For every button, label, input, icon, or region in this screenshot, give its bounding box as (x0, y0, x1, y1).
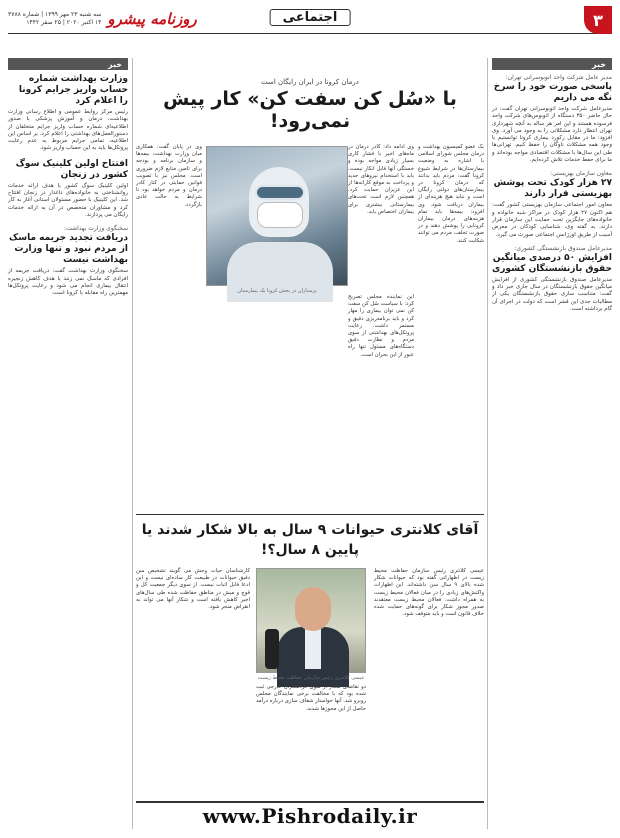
news-kicker: مدیر عامل شرکت واحد اتوبوسرانی تهران: (505, 74, 612, 81)
news-body: معاون امور اجتماعی سازمان بهزیستی کشور گفت: هم اکنون ۲۷ هزار کودک در مراکز شبه خانواده و خانواده‌های جایگزین تحت حمایت این سازمان قرار دارند. به گفته وی، شناسایی کودکان در معرض آسیب از طریق اورژانس اجتماعی صورت می گیرد. (492, 202, 612, 238)
news-item (492, 74, 612, 164)
column-divider (487, 58, 488, 829)
photo-shirt (305, 629, 321, 669)
news-item (492, 170, 612, 238)
news-body: سخنگوی وزارت بهداشت گفت: دریافت جریمه از افرادی که ماسک نمی زنند با هدف کاهش زنجیره انتقال بیماری انجام می شود و رعایت پروتکل‌ها مهمترین راه مقابله با کرونا است. (8, 268, 128, 297)
main-story-col: این نماینده مجلس تصریح کرد: با سیاست سُل کن سفت کن نمی توان بیماری را مهار کرد و باید برنامه‌ریزی دقیق و مستمر داشت. رعایت پروتکل‌های بهداشتی از سوی مردم و نظارت دقیق دستگاه‌های مسئول تنها راه عبور از این بحران است. (348, 294, 414, 358)
main-area (136, 58, 484, 829)
column-divider (132, 58, 133, 829)
right-column-bar: خبر (492, 58, 612, 70)
news-body: مدیرعامل شرکت واحد اتوبوسرانی تهران گفت: در حال حاضر ۳۵۰ دستگاه از اتوبوس‌های شرکت واحد فرسوده هستند و این امر هر ساله به آنچه شهرداری تهران انتظار دارد مشکلاتی را به وجود می آورد. وی افزود: ما در مقابل رکورد بیماری کرونا توانستیم با وجود همه مشکلات ناوگان را حفظ کنیم. تهرانی‌ها طی این سال‌ها با مشکلات اقتصادی مواجه بوده‌اند و ما برای حفظ خدمات تلاش کرده‌ایم. (492, 106, 612, 164)
website-url[interactable]: www.Pishrodaily.ir (202, 804, 418, 828)
right-column (492, 58, 612, 829)
issue-meta-line2: ۱۴ اکتبر ۲۰۲۰ | ۲۵ صفر ۱۴۴۲ (26, 19, 102, 26)
kalantari-photo[interactable] (256, 568, 366, 673)
second-story-col: دو تقاضای شکار از سوی گردشگران خارجی ثبت شده بود که با مخالفت برخی نمایندگان مجلس روبرو شد. آنها خواستار شفاف سازی درباره درآمد حاصل از این مجوزها شدند. (256, 684, 366, 712)
left-column (8, 58, 128, 829)
news-headline[interactable]: افتتاح اولین کلینیک سوگ کشور در زنجان (15, 158, 128, 180)
main-story-col: یک عضو کمیسیون بهداشت و درمان مجلس شورای اسلامی با اشاره به وضعیت بیمارستان‌ها در شرایط شیوع کرونا گفت: مردم باید بدانند که درمان کرونا در بیمارستان‌های دولتی رایگان است و نباید هیچ هزینه‌ای از بیماران دریافت شود. وی افزود: بیمه‌ها باید تمام هزینه‌های درمان بیماران کرونایی را پوشش دهند و در صورت تخلف، مردم می توانند شکایت کنند. (418, 144, 484, 244)
photo-caption: عیسی کلانتری رئیس سازمان حفاظت محیط زیست (257, 675, 365, 681)
main-story-col: وی ادامه داد: کادر درمان در ماه‌های اخیر با فشار کاری بسیار زیادی مواجه بوده و خستگی آنها قابل انکار نیست. باید با استخدام نیروهای جدید و پرداخت به موقع کارانه‌ها از این عزیزان حمایت کرد. همچنین لازم است تخت‌های بیمارستانی بیشتری برای بیماران اختصاص یابد. (348, 144, 414, 215)
news-body: مدیرعامل صندوق بازنشستگی کشوری از افزایش میانگین حقوق بازنشستگان در سال جاری خبر داد و گفت: متناسب سازی حقوق بازنشستگان یکی از مطالبات جدی این قشر است که دولت در اجرای آن گام برداشته است. (492, 276, 612, 313)
news-headline[interactable]: ۲۷ هزار کودک تحت پوشش بهزیستی قرار دارند (493, 178, 612, 200)
issue-meta (8, 11, 101, 27)
news-item (492, 245, 612, 313)
photo-face (295, 587, 331, 631)
logo-text: روزنامه پیشرو (107, 10, 197, 28)
photo-caption: پرستاران در بخش کرونا یک بیمارستان (237, 288, 317, 294)
photo-goggles (255, 185, 305, 200)
news-headline[interactable]: پاسخی صورت خود را سرخ نگه می داریم (493, 82, 612, 103)
left-column-bar: خبر (8, 58, 128, 70)
news-kicker: سخنگوی وزارت بهداشت: (64, 225, 128, 233)
news-item (8, 225, 128, 297)
second-story-headline[interactable]: آقای کلانتری حیوانات ۹ سال به بالا شکار شدند یا پایین ۸ سال؟! (141, 522, 479, 558)
story-divider (136, 514, 484, 515)
section-title: اجتماعی (270, 9, 351, 26)
second-story-col: عیسی کلانتری رئیس سازمان حفاظت محیط زیست در اظهاراتی گفته بود که حیوانات شکار شده بالای ۹ سال سن داشته‌اند. این اظهارات واکنش‌های زیادی را در میان فعالان محیط زیست به همراه داشت. فعالان محیط زیست معتقدند صدور مجوز شکار برای گونه‌های حمایت شده خلاف قانون است و باید متوقف شود. (374, 568, 484, 618)
footer-website[interactable] (136, 801, 484, 829)
second-story-col: کارشناسان حیات وحش می گویند تشخیص سن دقیق حیوانات در طبیعت کار ساده‌ای نیست و این ادعا قابل اثبات نیست. از سوی دیگر جمعیت کل و قوچ و میش در مناطق حفاظت شده طی سال‌های اخیر کاهش یافته است و شکار آنها می تواند به انقراض منجر شود. (136, 568, 250, 611)
nurse-photo[interactable] (206, 146, 348, 286)
news-item (8, 74, 128, 153)
news-headline[interactable]: افزایش ۵۰ درصدی میانگین حقوق بازنشستگان کشوری (492, 252, 612, 274)
photo-microphone (265, 629, 279, 669)
news-headline[interactable]: دریافت تجدید جریمه ماسک از مردم نبود و تنها وزارت بهداشت نیست (9, 233, 128, 266)
main-story-kicker: درمان کرونا در ایران رایگان است (261, 78, 359, 86)
news-kicker: معاون سازمان بهزیستی: (550, 170, 612, 178)
news-kicker: مدیرعامل صندوق بازنشستگی کشوری: (514, 244, 612, 252)
news-body: رئیس مرکز روابط عمومی و اطلاع رسانی وزارت بهداشت، درمان و آموزش پزشکی با صدور اطلاعیه‌ای شماره حساب واریز جرایم متخلفان از دستورالعمل‌های بهداشتی را اعلام کرد. بر اساس این اطلاعیه، تمامی جرایم مربوط به عدم رعایت پروتکل‌ها باید به این حساب واریز شود. (8, 109, 128, 152)
photo-mask (257, 202, 303, 228)
news-body: اولین کلینیک سوگ کشور با هدف ارائه خدمات روانشناختی به خانواده‌های داغدار در زنجان افتتاح شد. این کلینیک با حضور مسئولان استانی آغاز به کار کرد و مشاوران متخصص در آن به ارائه خدمات رایگان می پردازند. (8, 182, 128, 218)
issue-meta-line1: سه شنبه ۲۳ مهر ۱۳۹۹ | شماره ۳۷۸۸ (8, 11, 102, 18)
news-item (8, 159, 128, 219)
page-header (8, 6, 612, 34)
page-number: ۳ (584, 6, 612, 34)
main-story-headline[interactable]: با «سُل کن سفت کن» کار پیش نمی‌رود! (163, 88, 457, 132)
main-story-col: وی در پایان گفت: همکاری میان وزارت بهداشت، بیمه‌ها و سازمان برنامه و بودجه برای تامین منابع لازم ضروری است. مجلس نیز با تصویب قوانین حمایتی در کنار کادر درمان و مردم خواهد بود تا شرایط به حالت عادی بازگردد. (136, 144, 202, 208)
newspaper-logo (8, 6, 197, 32)
news-headline[interactable]: وزارت بهداشت شماره حساب واریز جرایم کرونا را اعلام کرد (18, 74, 128, 106)
